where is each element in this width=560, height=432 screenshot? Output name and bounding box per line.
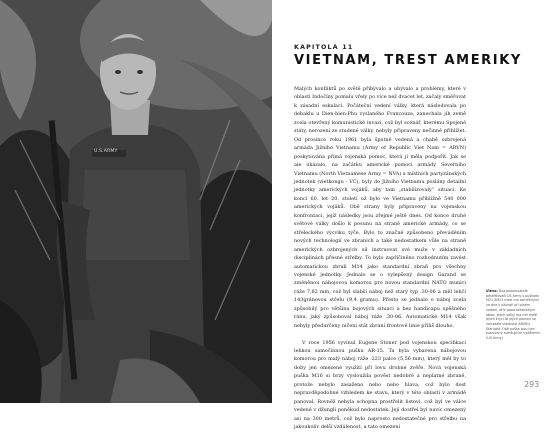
text-page [272, 0, 560, 431]
soldier-photo [0, 0, 272, 403]
chapter-title: VIETNAM, TREST AMERIKY [294, 53, 522, 68]
photo-caption [486, 289, 542, 341]
chapter-kicker: KAPITOLA 11 [294, 44, 354, 51]
body-text [294, 85, 466, 432]
uniform-badge: U.S.ARMY [94, 149, 118, 154]
jungle-soldier-illustration [0, 0, 272, 403]
paragraph-2: V roce 1956 vyvinul Eugene Stoner pod vojenskou specifikací lehkou samočinnou pušku AR-15. Ta byla vybavena nábojovou komorou pro malý náboj ráže .223 palce (5,56 mm), který měl by to doby jen omezené využití při lovu drobné zvěře. Nová vojenská puška M16 si brzy vysloužila pověst nedobré a neplatné zbraně, protože nebylo zasaženo nebo nebo hlava, což bylo dost nepravděpodobné vzhledem ke stavu, který v této oblasti v armádě panoval. Rovněž nebyla schopna prostřelit listoví, což byl ve válce vedené v džungli poněkud nedostatek. Její dostřel byl navíc omezený asi na 300 metrů, což bylo naprosto nedostatečné pro střelbu na jakoukoliv delší vzdálenost, a tato omezení [294, 339, 466, 431]
paragraph-1: Malých konfliktů po světě přibývalo a ubývalo a problémy, které v oblasti Indočíny pomalu vřely po více než dvacet let, začaly směřovat k zásadní eskalaci. Počáteční vedení války, která následovala po debaklu u Dien-bien-Phu vyslaného Francouze, zanechala jih země zcela otevřený komunistické invazi, což byl scénář, kterému Spojené státy, nerození ze studené války, nebyly připraveny nečinně přihlížet. Od prosince roku 1961 byla špatně vedená a chabě ozbrojená armáda Jižního Vietnamu (Army of Republic Viet Nam = ARVN) poskytována přímá vojenská pomoc, která jí měla podpořit. Jak se ale ukázalo, na začátku americké pomoci armády Severního Vietnamu (North Vietnamese Army = NVA) a místních partyzánských jednotek (vietkongu - VC), byly do Jižního Vietnamu poslány detailní jednotky amerických vojáků, aby tam „stabilizovaly“ situaci. Ke konci 60. let 20. století už bylo ve Vietnamu přibližně 540 000 amerických vojáků. Obě strany byly připraveny na vojenskou konfrontaci, jejíž následky jsou zřejmé ještě dnes. Od konce druhé světové války došlo k posunu na straně americké armády, co se střeleckého výcviku týče. Bylo to značně způsobeno převáděním nových technologií ve zbraních a také nedostatkem vůle na straně amerických ozbrojených sil instruovat své muže v základních disciplínách přesné střelby. To bylo zapříčiněno rozhodnutím zavést automatickou zbraň M14 jako standardní zbraň pro všechny vojenské jednotky. Jednalo se o vylepšený design Garand se změněnou nábojovou komorou pro novou standardní NATO munici ráže 7,62 mm, což byl slabší náboj než starý typ .30-06 a měl lehčí 143gránovou střelu (9,4 gramu). Přesto se jednalo o náboj zcela způsobilý pro většinu bojových situací a bez handicapu spěšného ránu, jaký způsoboval náboj ráže .30-06. Automatické M14 však nebyly předurčeny ničení stát zbraní frontové linie příliš dlouho. [294, 86, 466, 329]
caption-label: Vlevo: [486, 289, 498, 293]
page-number: 293 [524, 380, 540, 389]
caption-text: Dva pozorovatelé odstřelovači US Army s puškami M21 XM21 mezi ma zamířenými ve dne v džunglí při plném vedení, dřív pozorovatelských tábor. Jejich velký ma mít malé jejich krycí lzí jejich pomocí se nenadálá vlastnost ARVN's Starlight. Obě puška jsou hen tvarovaný zvetšujícím vydělením (US Army) [486, 289, 541, 341]
